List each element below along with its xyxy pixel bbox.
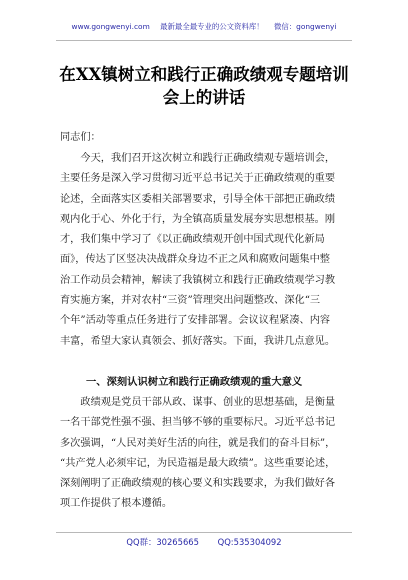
document-footer: [56, 537, 352, 548]
paragraph-line: 育实施方案，并对农村“三资”管理突出问题整改、深化“三: [60, 295, 321, 307]
document-title-line-2: 会上的讲话: [162, 88, 246, 107]
paragraph-line: 深刻阐明了正确政绩观的核心要义和实践要求，为我们做好各: [60, 478, 336, 490]
document-header: [56, 22, 352, 32]
paragraph-line: 观内化于心、外化于行，为全镇高质量发展夯实思想根基。刚: [60, 213, 336, 225]
paragraph-line: “共产党人必须牢记，为民造福是最大政绩”。这些重要论述，: [60, 457, 336, 469]
paragraph-line: 多次强调，“人民对美好生活的向往，就是我们的奋斗目标”，: [60, 437, 336, 449]
document-title-line-1: 在XX镇树立和践行正确政绩观专题培训: [59, 65, 349, 84]
paragraph-line: 个年”活动等重点任务进行了安排部署。会议议程紧凑、内容: [60, 315, 331, 327]
paragraph-line: 主要任务是深入学习贯彻习近平总书记关于正确政绩观的重要: [60, 173, 336, 185]
paragraph-line: 一名干部党性强不强、担当够不够的重要标尺。习近平总书记: [60, 417, 336, 429]
header-wechat: 微信：gongwenyi: [273, 22, 337, 31]
footer-divider: [56, 532, 352, 533]
greeting-text: 同志们：: [60, 132, 101, 143]
paragraph-line: 丰富，希望大家认真领会、抓好落实。下面，我讲几点意见。: [60, 335, 336, 347]
paragraph-line: 才，我们集中学习了《以正确政绩观开创中国式现代化新局: [60, 234, 325, 246]
greeting: [60, 128, 352, 148]
header-slogan: 最新最全最专业的公文资料库！: [160, 22, 264, 31]
footer-qq-group: QQ群：30265665: [126, 537, 199, 547]
paragraph-line: 项工作提供了根本遵循。: [60, 498, 173, 510]
section-heading-1: 一、深刻认识树立和践行正确政绩观的重大意义: [86, 376, 303, 388]
paragraph-line: 政绩观是党员干部从政、谋事、创业的思想基础，是衡量: [80, 397, 336, 408]
header-divider: [56, 40, 352, 41]
paragraph-intro: [60, 149, 352, 352]
paragraph-section-1: [60, 393, 352, 515]
footer-qq: QQ:535304092: [217, 537, 282, 547]
header-site-link[interactable]: www.gongwenyi.com: [71, 22, 150, 31]
paragraph-line: 今天，我们召开这次树立和践行正确政绩观专题培训会，: [80, 153, 336, 164]
paragraph-line: 论述，全面落实区委相关部署要求，引导全体干部把正确政绩: [60, 193, 336, 205]
paragraph-line: 治工作动员会精神，解读了我镇树立和践行正确政绩观学习教: [60, 274, 336, 286]
paragraph-line: 面》，传达了区竖决决战群众身边不正之风和腐败问题集中整: [60, 254, 330, 266]
